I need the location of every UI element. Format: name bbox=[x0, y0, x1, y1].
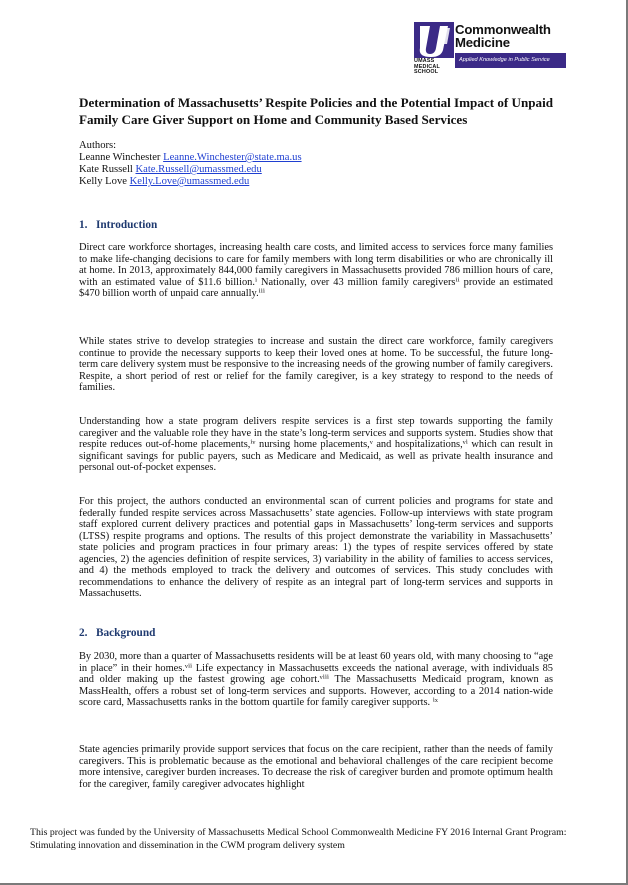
author-line bbox=[79, 164, 302, 176]
paragraph: Direct care workforce shortages, increasing health care costs, and limited access to services force many families to make life-changing decisions to care for family members with long term disabilities or who are chronically ill at home. In 2013, approximately 844,000 family caregivers in Massachusetts provided 786 million hours of care, with an estimated value of $11.6 billion.ⁱ Nationally, over 43 million family caregiversⁱⁱ provide an estimated $470 billion worth of unpaid care annually.ⁱⁱⁱ bbox=[79, 242, 553, 299]
author-name: Leanne Winchester bbox=[79, 152, 161, 163]
section-title: Background bbox=[95, 627, 156, 639]
document-title: Determination of Massachusetts’ Respite Policies and the Potential Impact of Unpaid Family Care Giver Support on Home and Community Based Services bbox=[79, 95, 554, 127]
section-number: 2. bbox=[79, 627, 88, 639]
paragraph: State agencies primarily provide support services that focus on the care recipient, rather than the needs of family caregivers. This is problematic because as the emotional and behavioral challenges of the care recipient become more intensive, caregiver burden increases. To decrease the risk of caregiver burden and promote optimum health for the caregiver, family caregiver advocates highlight bbox=[79, 744, 553, 790]
authors-heading: Authors: bbox=[79, 140, 117, 151]
author-email-link[interactable]: Kelly.Love@umassmed.edu bbox=[129, 176, 250, 187]
author-email-link[interactable]: Leanne.Winchester@state.ma.us bbox=[163, 152, 302, 163]
logo-tagline: Applied Knowledge in Public Service bbox=[455, 53, 566, 68]
umass-logo-icon bbox=[414, 22, 454, 58]
funding-footnote: This project was funded by the University of Massachusetts Medical School Commonwealth Medicine FY 2016 Internal Grant Program: Stimulating innovation and dissemination in the CWM program delivery system bbox=[30, 827, 567, 851]
author-name: Kate Russell bbox=[79, 164, 133, 175]
umass-medical-school-text: UMASS MEDICAL SCHOOL bbox=[414, 58, 440, 76]
author-email-link[interactable]: Kate.Russell@umassmed.edu bbox=[135, 164, 262, 175]
paragraph: For this project, the authors conducted an environmental scan of current policies and programs for state and federally funded respite services across Massachusetts’ state agencies. Follow-up interviews with state program staff explored current delivery practices and potential gaps in Massachusetts’ long-term services and supports (LTSS) respite programs and options. The results of this project demonstrate the variability in Massachusetts’ state policies and program practices in four primary areas: 1) the types of respite services offered by state agencies, 2) the agencies definition of respite services, 3) variability in the ability of families to access services, and 4) the methods employed to track the delivery and outcomes of services. This study concludes with recommendations to enhance the delivery of respite as an integral part of long-term services and supports in Massachusetts. bbox=[79, 496, 553, 599]
logo-name: Commonwealth Medicine bbox=[455, 22, 551, 50]
commonwealth-medicine-logo bbox=[414, 22, 552, 76]
author-line bbox=[79, 176, 302, 188]
paragraph: While states strive to develop strategies to increase and sustain the direct care workforce, family caregivers continue to provide the necessary supports to keep their loved ones at home. To be successful, the future long-term care delivery system must be responsive to the increasing needs of the growing number of family caregivers. Respite, a short period of rest or relief for the family caregiver, is a key strategy to respond to the needs of families. bbox=[79, 336, 553, 393]
paragraph: By 2030, more than a quarter of Massachusetts residents will be at least 60 years old, with many choosing to “age in place” in their homes.ᵛⁱⁱ Life expectancy in Massachusetts exceeds the national average, with individuals 85 and older making up the fastest growing age cohort.ᵛⁱⁱⁱ The Massachusetts Medicaid program, known as MassHealth, offers a robust set of long-term services and supports. However, according to a 2014 nation-wide score card, Massachusetts ranks in the bottom quartile for family caregiver supports. ⁱˣ bbox=[79, 651, 553, 708]
section-heading-background bbox=[79, 626, 155, 640]
section-title: Introduction bbox=[95, 219, 158, 231]
section-number: 1. bbox=[79, 219, 88, 231]
paragraph: Understanding how a state program delivers respite services is a first step towards supporting the family caregiver and the valuable role they have in the state’s long-term services and supports system. Studies show that respite reduces out-of-home placements,ⁱᵛ nursing home placements,ᵛ and hospitalizations,ᵛⁱ which can result in significant savings for public payers, such as Medicare and Medicaid, as well as private health insurance and personal out-of-pocket expenses. bbox=[79, 416, 553, 473]
authors-block bbox=[79, 140, 302, 188]
author-line bbox=[79, 152, 302, 164]
author-name: Kelly Love bbox=[79, 176, 127, 187]
section-heading-introduction bbox=[79, 218, 157, 232]
